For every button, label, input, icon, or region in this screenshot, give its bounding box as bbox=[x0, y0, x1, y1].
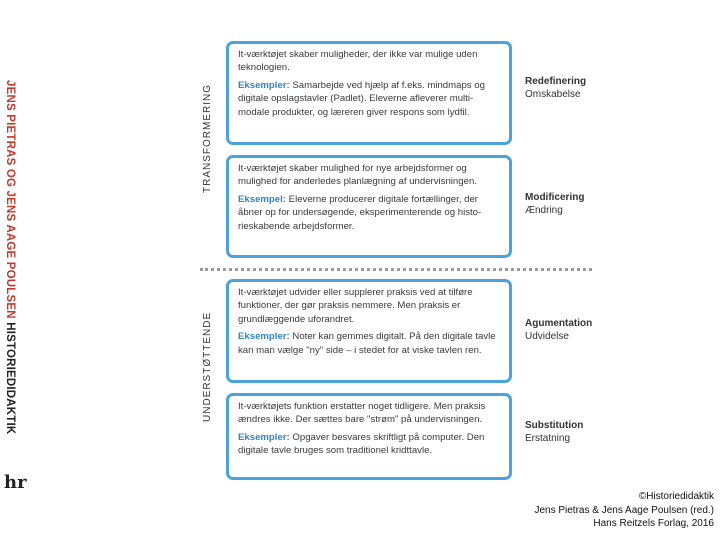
example-text: Noter kan gemmes digitalt. På den digitale tavle kan man vælge "ny" side – i stedet for at viske tavlen ren. bbox=[238, 331, 496, 356]
level-name-en: Modificering bbox=[525, 192, 585, 203]
spine-text bbox=[4, 80, 16, 434]
level-name-da: Udvidelse bbox=[525, 330, 569, 342]
level-description: It-værktøjet skaber mulighed for nye arbejdsformer og mulighed for anderledes planlægning af undervisningen. bbox=[238, 163, 477, 188]
example-label: Eksempler: bbox=[238, 79, 290, 91]
level-name-substitution bbox=[525, 420, 583, 445]
spine-title: HISTORIEDIDAKTIK bbox=[4, 322, 16, 435]
level-name-redefinition bbox=[525, 76, 586, 101]
credits-line: Hans Reitzels Forlag, 2016 bbox=[593, 518, 714, 529]
spine-authors: JENS PIETRAS OG JENS AAGE POULSEN bbox=[4, 80, 16, 319]
level-description: It-værktøjets funktion erstatter noget tidligere. Men praksis ændres ikke. Der sættes bare "strøm" på undervisningen. bbox=[238, 401, 486, 426]
level-name-en: Redefinering bbox=[525, 76, 587, 87]
level-name-augmentation bbox=[525, 318, 592, 343]
credits-line: ©Historiedidaktik bbox=[638, 491, 714, 502]
section-label-transform: TRANSFORMERING bbox=[202, 84, 213, 193]
credits-line: Jens Pietras & Jens Aage Poulsen (red.) bbox=[534, 504, 714, 516]
level-box-redefinition bbox=[226, 41, 512, 145]
level-name-da: Ændring bbox=[525, 204, 563, 216]
level-box-substitution bbox=[226, 393, 512, 480]
example-text: Opgaver besvares skriftligt på computer. Den digitale tavle bruges som traditionel kridttavle. bbox=[238, 431, 485, 457]
level-description: It-værktøjet skaber muligheder, der ikke var mulige uden teknologien. bbox=[238, 49, 478, 74]
level-name-da: Omskabelse bbox=[525, 88, 581, 100]
level-name-en: Agumentation bbox=[525, 318, 593, 329]
level-example bbox=[238, 193, 501, 233]
section-label-support: UNDERSTØTTENDE bbox=[202, 311, 213, 422]
example-text: Samarbejde ved hjælp af f.eks. mindmaps og digitale opslagstavler (Padlet). Eleverne afleverer multi-modale produkter, og læreren giver respons som lydfil. bbox=[238, 79, 485, 118]
level-description: It-værktøjet udvider eller supplerer praksis ved at tilføre funktioner, der gør praksis nemmere. Men praksis er grundlæggende uforandret. bbox=[238, 287, 473, 325]
publisher-logo: hr bbox=[4, 472, 27, 493]
level-name-modification bbox=[525, 192, 584, 217]
example-label: Eksempler: bbox=[238, 431, 290, 443]
level-example bbox=[238, 79, 501, 119]
example-label: Eksempel: bbox=[238, 193, 286, 205]
level-example bbox=[238, 431, 501, 458]
level-box-augmentation bbox=[226, 279, 512, 383]
level-name-en: Substitution bbox=[525, 420, 584, 431]
level-box-modification bbox=[226, 155, 512, 258]
example-text: Eleverne producerer digitale fortællinger, der åbner op for undersøgende, eksperimenterende og histo-rieskabende arbejdsformer. bbox=[238, 193, 482, 232]
level-name-da: Erstatning bbox=[525, 432, 571, 444]
level-example bbox=[238, 330, 501, 357]
section-divider bbox=[200, 268, 592, 271]
credits bbox=[534, 490, 714, 531]
example-label: Eksempler: bbox=[238, 331, 290, 343]
book-spine bbox=[0, 80, 20, 435]
